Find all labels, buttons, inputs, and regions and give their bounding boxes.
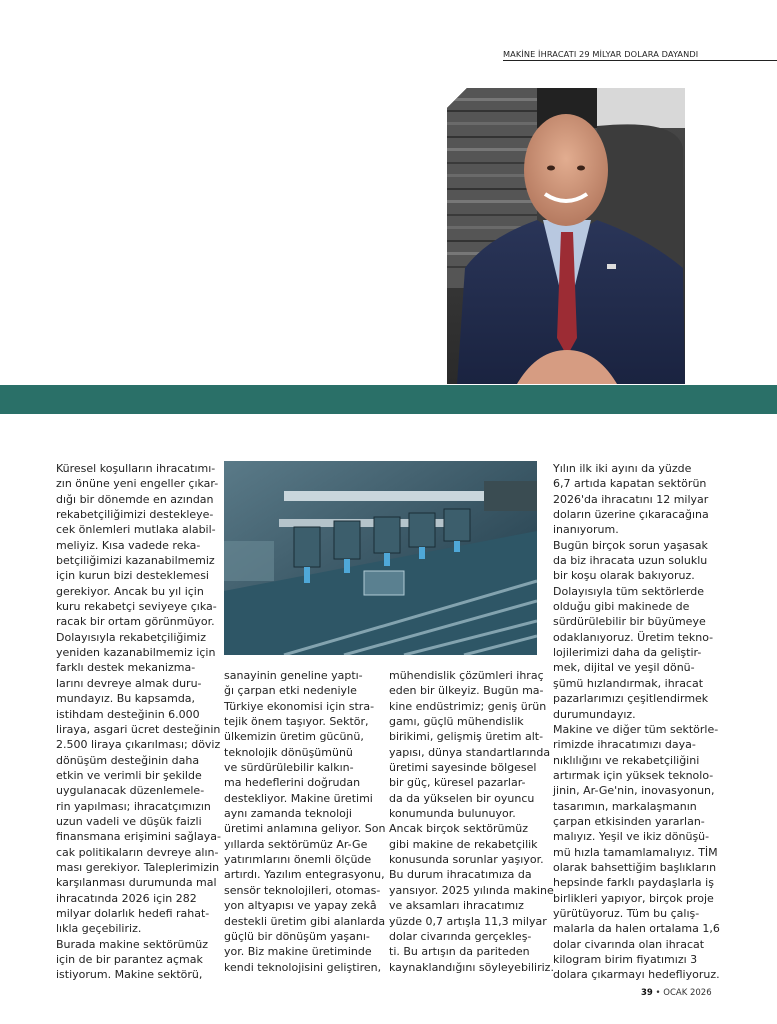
text-line: Bugün birçok sorun yaşasak <box>553 538 708 552</box>
text-line: dönüşüm desteğinin daha <box>56 753 200 767</box>
text-line: ihracatında 2026 için 282 <box>56 891 197 905</box>
text-line: üretimi anlamına geliyor. Son <box>224 822 386 836</box>
text-line: cek önlemleri mutlaka alabil- <box>56 523 216 537</box>
running-head: MAKİNE İHRACATI 29 MİLYAR DOLARA DAYANDI <box>503 49 699 59</box>
text-line: dığı bir dönemde en azından <box>56 492 214 506</box>
text-line: Dolayısıyla rekabetçiliğimiz <box>56 630 206 644</box>
text-line: meliyiz. Kısa vadede reka- <box>56 538 201 552</box>
machine-illustration <box>224 461 537 655</box>
text-line: destekliyor. Makine üretimi <box>224 791 373 805</box>
text-line: yansıyor. 2025 yılında makine <box>389 883 554 897</box>
text-line: yatırımlarını önemli ölçüde <box>224 853 372 867</box>
text-line: uzun vadeli ve düşük faizli <box>56 814 202 828</box>
portrait-photo <box>447 88 685 384</box>
head <box>524 114 608 226</box>
issue-date: OCAK 2026 <box>663 988 712 998</box>
text-line: olduğu gibi makinede de <box>553 600 690 614</box>
chip <box>364 571 404 595</box>
text-line: hepsinde farklı paydaşlarla iş <box>553 876 714 890</box>
text-line: rekabetçiliğimizi destekleye- <box>56 508 214 522</box>
text-line: yüzde 0,7 artışla 11,3 milyar <box>389 914 547 928</box>
text-line: 2.500 liraya çıkarılması; döviz <box>56 738 221 752</box>
portrait-illustration <box>447 88 685 384</box>
text-line: ve aksamları ihracatımız <box>389 899 524 913</box>
text-line: Dolayısıyla tüm sektörlerde <box>553 584 704 598</box>
text-line: güçlü bir dönüşüm yaşanı- <box>224 929 370 943</box>
text-line: da biz ihracata uzun soluklu <box>553 554 708 568</box>
text-line: malıyız. Yeşil ve ikiz dönüşü- <box>553 830 710 844</box>
text-column-4 <box>553 461 720 983</box>
text-line: malarla da halen ortalama 1,6 <box>553 922 720 936</box>
text-line: 2026'da ihracatını 12 milyar <box>553 492 709 506</box>
text-line: gerekiyor. Ancak bu yıl için <box>56 584 204 598</box>
text-line: sürdürülebilir bir büyümeye <box>553 615 706 629</box>
text-line: lıkla geçebiliriz. <box>56 922 142 936</box>
text-line: Makine ve diğer tüm sektörle- <box>553 722 719 736</box>
text-line: aynı zamanda teknoloji <box>224 807 352 821</box>
folio <box>641 988 712 998</box>
text-line: gamı, güçlü mühendislik <box>389 715 524 729</box>
text-line: mü hızla tamamlamalıyız. TİM <box>553 845 718 859</box>
text-line: Türkiye ekonomisi için stra- <box>224 699 375 713</box>
text-line: odaklanıyoruz. Üretim tekno- <box>553 630 714 644</box>
text-line: yon altyapısı ve yapay zekâ <box>224 899 377 913</box>
text-line: artırdı. Yazılım entegrasyonu, <box>224 868 385 882</box>
text-line: bir koşu olarak bakıyoruz. <box>553 569 695 583</box>
text-line: dolara çıkarmayı hedefliyoruz. <box>553 968 720 982</box>
text-line: Küresel koşulların ihracatımı- <box>56 462 216 475</box>
text-line: ve sürdürülebilir kalkın- <box>224 761 354 775</box>
text-line: konusunda sorunlar yaşıyor. <box>389 853 544 867</box>
text-line: ğı çarpan etki nedeniyle <box>224 684 357 698</box>
machine-photo <box>224 461 537 655</box>
folio-separator: • <box>655 988 661 998</box>
text-line: Ancak birçok sektörümüz <box>389 822 528 836</box>
text-line: tejik önem taşıyor. Sektör, <box>224 715 369 729</box>
text-line: yeniden kazanabilmemiz için <box>56 646 216 660</box>
text-line: ti. Bu artışın da pariteden <box>389 945 530 959</box>
text-line: ması gerekiyor. Taleplerimizin <box>56 860 220 874</box>
text-line: sanayinin geneline yaptı- <box>224 669 363 682</box>
text-line: karşılanması durumunda mal <box>56 876 217 890</box>
text-line: ülkemizin üretim gücünü, <box>224 730 364 744</box>
text-column-3 <box>389 668 554 975</box>
text-line: olarak bahsettiğim başlıkların <box>553 860 717 874</box>
text-line: istihdam desteğinin 6.000 <box>56 707 200 721</box>
text-line: jinin, Ar-Ge'nin, inovasyonun, <box>553 784 715 798</box>
text-line: Bu durum ihracatımıza da <box>389 868 532 882</box>
text-line: farklı destek mekanizma- <box>56 661 196 675</box>
text-line: sensör teknolojileri, otomas- <box>224 883 381 897</box>
text-line: Yılın ilk iki ayını da yüzde <box>553 462 692 475</box>
text-line: 6,7 artıda kapatan sektörün <box>553 477 707 491</box>
text-line: liraya, asgari ücret desteğinin <box>56 722 221 736</box>
text-line: pazarlarımızı çeşitlendirmek <box>553 692 709 706</box>
text-line: durumundayız. <box>553 707 636 721</box>
text-line: mundayız. Bu kapsamda, <box>56 692 196 706</box>
text-line: larını devreye almak duru- <box>56 676 202 690</box>
text-line: inanıyorum. <box>553 523 619 537</box>
text-line: mühendislik çözümleri ihraç <box>389 669 544 682</box>
text-column-2 <box>224 668 386 975</box>
text-line: uygulanacak düzenlemele- <box>56 784 205 798</box>
text-line: teknolojik dönüşümünü <box>224 745 353 759</box>
text-line: üretimi sayesinde bölgesel <box>389 761 537 775</box>
text-line: bir güç, küresel pazarlar- <box>389 776 526 790</box>
text-line: için kurun bizi desteklemesi <box>56 569 209 583</box>
text-line: ma hedeflerini doğrudan <box>224 776 361 790</box>
text-line: kaynaklandığını söyleyebiliriz. <box>389 960 554 974</box>
text-line: finansmana erişimini sağlaya- <box>56 830 221 844</box>
text-line: mek, dijital ve yeşil dönü- <box>553 661 695 675</box>
background-artwork <box>597 88 685 128</box>
text-line: çarpan etkisinden yararlan- <box>553 814 705 828</box>
text-line: yürütüyoruz. Tüm bu çalış- <box>553 906 700 920</box>
text-line: lojilerimizi daha da geliştir- <box>553 646 702 660</box>
text-line: cak politikaların devreye alın- <box>56 845 219 859</box>
text-line: kuru rekabetçi seviyeye çıka- <box>56 600 217 614</box>
text-line: gibi makine de rekabetçilik <box>389 837 538 851</box>
text-line: artırmak için yüksek teknolo- <box>553 768 714 782</box>
text-line: birlikleri yapıyor, birçok proje <box>553 891 714 905</box>
text-line: nıklılığını ve rekabetçiliğini <box>553 753 700 767</box>
text-line: racak bir ortam görünmüyor. <box>56 615 215 629</box>
text-line: zın önüne yeni engeller çıkar- <box>56 477 219 491</box>
text-line: da da yükselen bir oyuncu <box>389 791 535 805</box>
text-line: yıllarda sektörümüz Ar-Ge <box>224 837 368 851</box>
text-line: milyar dolarlık hedefi rahat- <box>56 906 210 920</box>
text-line: dolar civarında gerçekleş- <box>389 929 532 943</box>
text-line: destekli üretim gibi alanlarda <box>224 914 386 928</box>
teal-band <box>0 385 777 414</box>
page-number: 39 <box>641 988 653 998</box>
text-line: için de bir parantez açmak <box>56 953 203 966</box>
text-line: konumunda bulunuyor. <box>389 807 516 821</box>
gantry-bar <box>284 491 484 501</box>
text-line: betçiliğimizi kazanabilmemiz <box>56 554 215 568</box>
text-line: doların üzerine çıkaracağına <box>553 508 709 522</box>
text-line: yapısı, dünya standartlarında <box>389 745 551 759</box>
text-column-1 <box>56 461 221 983</box>
text-line: istiyorum. Makine sektörü, <box>56 968 203 982</box>
text-line: kilogram birim fiyatımızı 3 <box>553 953 698 966</box>
text-line: tasarımın, markalaşmanın <box>553 799 697 813</box>
text-line: Burada makine sektörümüz <box>56 937 208 951</box>
text-line: eden bir ülkeyiz. Bugün ma- <box>389 684 544 698</box>
text-line: yor. Biz makine üretiminde <box>224 945 372 959</box>
text-line: etkin ve verimli bir şekilde <box>56 768 202 782</box>
text-line: dolar civarında olan ihracat <box>553 937 705 951</box>
text-line: rin yapılması; ihracatçımızın <box>56 799 211 813</box>
text-line: kine endüstrimiz; geniş ürün <box>389 699 547 713</box>
text-line: kendi teknolojisini geliştiren, <box>224 960 382 974</box>
text-line: rimizde ihracatımızı daya- <box>553 738 696 752</box>
running-head-rule <box>503 60 777 61</box>
text-line: birikimi, gelişmiş üretim alt- <box>389 730 544 744</box>
text-line: şümü hızlandırmak, ihracat <box>553 676 704 690</box>
